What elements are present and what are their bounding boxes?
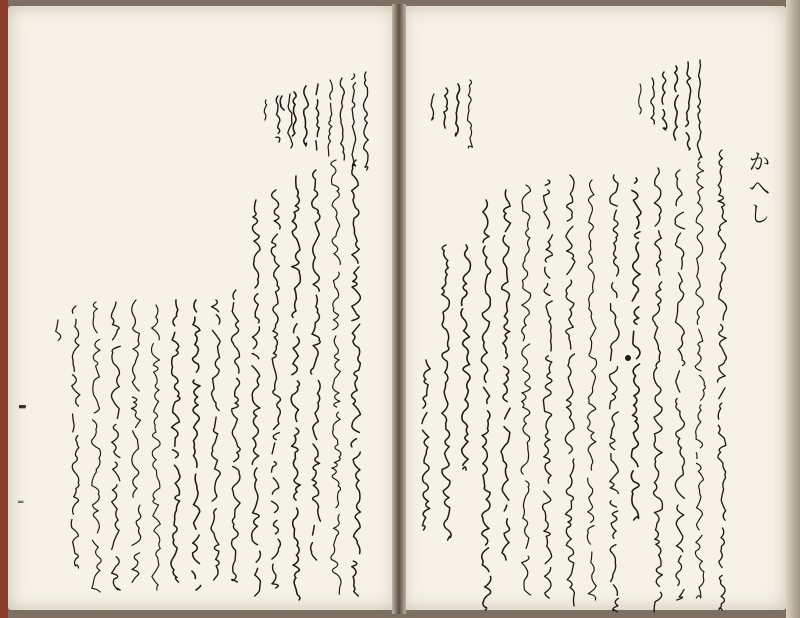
- text-column-left-14: [92, 302, 102, 592]
- text-column-left-7: [231, 290, 240, 582]
- annotation-right-8: [456, 84, 460, 136]
- text-column-left-2: [331, 160, 341, 602]
- text-column-right-6: [610, 175, 619, 615]
- annotation-left-2: [352, 74, 356, 174]
- annotation-right-5: [651, 78, 655, 124]
- annotation-right-10: [431, 94, 434, 120]
- annotation-left-8: [280, 96, 284, 110]
- annotation-left-6: [304, 86, 309, 146]
- annotation-right-6: [638, 84, 641, 120]
- annotation-left-1: [363, 72, 368, 170]
- text-column-right-9: [543, 180, 553, 598]
- text-column-right-5: [631, 178, 641, 520]
- text-column-left-1: [351, 160, 360, 603]
- annotation-left-4: [328, 80, 332, 156]
- annotation-left-3: [340, 78, 344, 160]
- text-column-left-6: [252, 200, 261, 596]
- annotation-right-1: [697, 60, 701, 160]
- text-column-left-15: [71, 306, 80, 568]
- text-column-right-7: [587, 180, 596, 600]
- annotation-left-7: [292, 92, 296, 136]
- annotation-left-5: [316, 84, 320, 150]
- text-column-left-9: [192, 300, 201, 590]
- text-column-left-3: [311, 170, 321, 563]
- annotation-right-2: [686, 62, 691, 155]
- annotation-right-4: [662, 72, 667, 130]
- text-column-left-12: [132, 300, 141, 586]
- text-column-left-8: [211, 300, 220, 587]
- annotation-right-3: [674, 66, 678, 140]
- folio-mark-upper: ▬: [18, 402, 27, 412]
- section-heading: かへし: [745, 150, 770, 228]
- text-column-right-15: [422, 360, 430, 530]
- annotation-right-9: [444, 88, 448, 128]
- text-column-left-13: [111, 302, 120, 590]
- annotation-left-11: [264, 100, 266, 120]
- text-column-right-2: [695, 162, 705, 598]
- annotation-left-10: [276, 96, 280, 142]
- text-column-left-10: [171, 300, 180, 582]
- text-column-right-3: [675, 170, 685, 607]
- text-column-right-14: [442, 245, 451, 540]
- text-column-right-1: [718, 150, 727, 613]
- folio-mark-lower: ═: [18, 498, 24, 508]
- ink-stamp: [625, 355, 631, 361]
- text-column-right-13: [461, 245, 470, 477]
- annotation-left-9: [288, 94, 293, 148]
- text-column-left-11: [151, 305, 160, 590]
- marginal-notes: [264, 60, 702, 174]
- text-column-left-4: [291, 176, 300, 600]
- annotation-right-7: [468, 80, 473, 148]
- handwritten-columns: [56, 150, 727, 615]
- text-column-right-10: [521, 185, 531, 595]
- text-column-left-16: [56, 320, 61, 348]
- text-column-right-8: [565, 175, 574, 606]
- text-column-left-5: [271, 190, 280, 588]
- text-column-right-11: [501, 190, 510, 560]
- text-column-right-4: [653, 168, 663, 612]
- text-column-right-12: [481, 200, 490, 610]
